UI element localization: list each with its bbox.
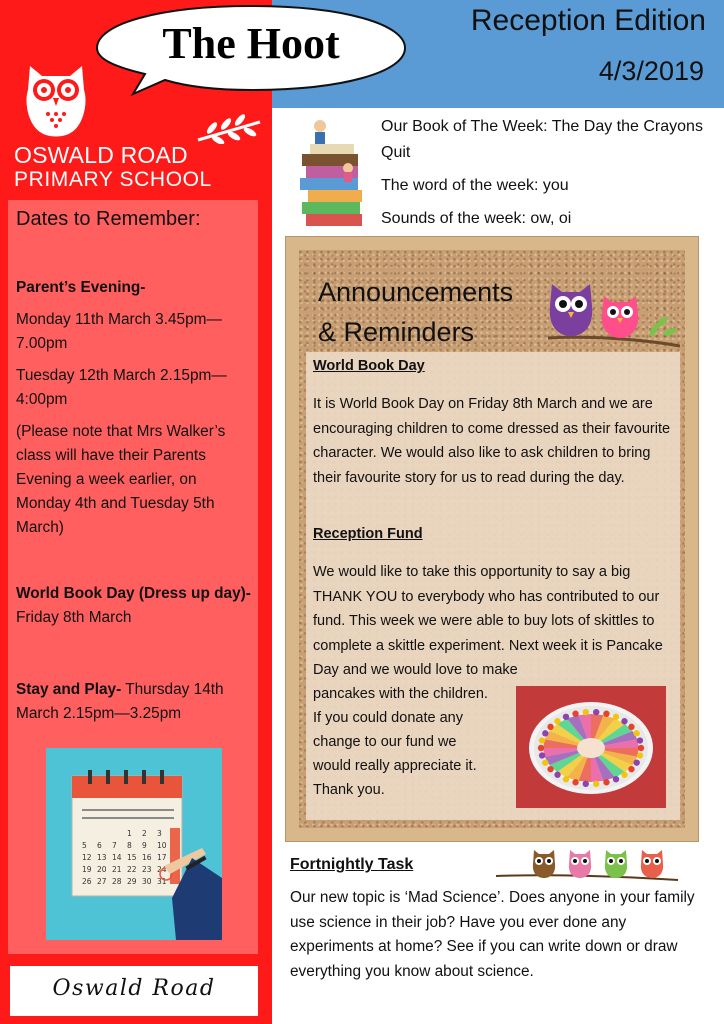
skittle — [637, 737, 643, 743]
calendar-day: 13 — [97, 853, 107, 862]
calendar-day: 23 — [142, 865, 152, 874]
skittle — [613, 776, 619, 782]
parents-evening-monday: Monday 11th March 3.45pm—7.00pm — [16, 311, 222, 352]
small-owl-icon — [569, 850, 591, 878]
calendar-day: 24 — [157, 865, 167, 874]
announcements-title-line1: Announcements — [318, 277, 514, 307]
skittle — [638, 745, 644, 751]
skittle — [539, 752, 545, 758]
skittles-plate-photo — [516, 686, 666, 808]
calendar-day: 7 — [112, 841, 117, 850]
fortnightly-task-text: Our new topic is ‘Mad Science’. Does anyone in your family use science in their job? Have you ever done any experiments at home? See if you can write down or draw everything you know about science. — [290, 889, 695, 980]
owl-logo-icon — [22, 62, 90, 140]
calendar-day: 26 — [82, 877, 92, 886]
stay-and-play-value: Thursday 14th March 2.15pm—3.25pm — [16, 681, 224, 722]
world-book-day-value: Friday 8th March — [16, 609, 132, 626]
small-owl-icon — [641, 850, 663, 878]
calendar-day: 15 — [127, 853, 137, 862]
issue-date: 4/3/2019 — [598, 56, 704, 86]
skittle — [603, 711, 609, 717]
reception-fund-text-wrap-4: would really appreciate it. — [313, 758, 477, 774]
calendar-icon — [46, 748, 222, 940]
announcements-title-line2: & Reminders — [318, 317, 475, 347]
small-owl-icon — [533, 850, 555, 878]
calendar-day: 17 — [157, 853, 167, 862]
calendar-day: 27 — [97, 877, 107, 886]
skittle — [613, 714, 619, 720]
world-book-day-text: It is World Book Day on Friday 8th March and we are encouraging children to come dressed as their favourite character. We would also like to ask children to bring their favourite story for us to read during the day. — [313, 396, 671, 486]
skittle — [621, 718, 627, 724]
reception-fund-text-wrap-1: pancakes with the children. — [313, 686, 488, 702]
calendar-day: 20 — [97, 865, 107, 874]
skittle — [563, 776, 569, 782]
reception-fund-text-wrap-3: change to our fund we — [313, 734, 457, 750]
book-of-the-week: Our Book of The Week: The Day the Crayons Quit — [381, 118, 703, 161]
stay-and-play-label: Stay and Play- — [16, 681, 122, 698]
skittle — [539, 737, 545, 743]
skittle — [637, 752, 643, 758]
book-stack-icon — [292, 116, 370, 230]
parents-evening-tuesday: Tuesday 12th March 2.15pm—4:00pm — [16, 367, 227, 408]
stay-and-play-date — [16, 678, 252, 726]
calendar-day: 28 — [112, 877, 122, 886]
skittle — [583, 781, 589, 787]
skittle — [563, 714, 569, 720]
calendar-day: 6 — [97, 841, 102, 850]
calendar-day: 10 — [157, 841, 167, 850]
parents-evening-label: Parent’s Evening- — [16, 279, 146, 296]
skittle — [538, 745, 544, 751]
parents-evening-note: (Please note that Mrs Walker’s class will have their Parents Evening a week earlier, on Monday 4th and Tuesday 5th March) — [16, 423, 226, 536]
skittle — [628, 724, 634, 730]
sounds-of-the-week: Sounds of the week: ow, oi — [381, 210, 572, 227]
calendar-day: 30 — [142, 877, 152, 886]
skittle — [554, 718, 560, 724]
skittle — [621, 772, 627, 778]
school-subtitle: PRIMARY SCHOOL — [14, 168, 212, 191]
world-book-day-date — [16, 582, 252, 630]
calendar-day: 12 — [82, 853, 92, 862]
skittle — [542, 730, 548, 736]
skittle — [547, 766, 553, 772]
skittle — [633, 730, 639, 736]
announcements-title — [318, 272, 513, 352]
skittle — [633, 759, 639, 765]
skittle — [542, 759, 548, 765]
plate-illustration — [516, 686, 666, 808]
skittle — [593, 709, 599, 715]
world-book-day-heading: World Book Day — [313, 358, 425, 374]
calendar-day: 22 — [127, 865, 137, 874]
skittle — [572, 779, 578, 785]
calendar-day: 3 — [157, 829, 162, 838]
calendar-day: 16 — [142, 853, 152, 862]
school-name: OSWALD ROAD — [14, 142, 188, 168]
calendar-day: 8 — [127, 841, 132, 850]
calendar-day: 14 — [112, 853, 122, 862]
edition-label: Reception Edition — [470, 4, 706, 37]
owl-pair-icon — [544, 276, 684, 356]
reception-fund-text-wrap-5: Thank you. — [313, 782, 385, 798]
calendar-illustration — [46, 748, 222, 940]
calendar-day: 2 — [142, 829, 147, 838]
footer-banner — [10, 966, 258, 1016]
dates-heading: Dates to Remember: — [16, 208, 201, 230]
calendar-day: 1 — [127, 829, 132, 838]
skittle — [628, 766, 634, 772]
reception-fund-heading: Reception Fund — [313, 526, 423, 542]
leaf-branch-icon — [196, 112, 262, 144]
footer-school-name: Oswald Road — [52, 976, 216, 1001]
skittle — [603, 779, 609, 785]
calendar-day: 31 — [157, 877, 167, 886]
fortnightly-task-heading: Fortnightly Task — [290, 856, 414, 873]
word-of-the-week: The word of the week: you — [381, 177, 569, 194]
calendar-day: 19 — [82, 865, 92, 874]
small-owl-icon — [605, 850, 627, 878]
newsletter-title: The Hoot — [162, 19, 340, 68]
skittle — [572, 711, 578, 717]
world-book-day-label: World Book Day (Dress up day)- — [16, 585, 251, 602]
reception-fund-text-wrap-2: If you could donate any — [313, 710, 463, 726]
skittle — [593, 781, 599, 787]
calendar-day: 9 — [142, 841, 147, 850]
skittle — [554, 772, 560, 778]
calendar-day: 29 — [127, 877, 137, 886]
calendar-day: 5 — [82, 841, 87, 850]
skittle — [583, 709, 589, 715]
skittle — [547, 724, 553, 730]
owl-row-icon — [494, 846, 680, 884]
calendar-day: 21 — [112, 865, 122, 874]
reception-fund-text: We would like to take this opportunity to say a big THANK YOU to everybody who has contributed to our fund. This week we were able to buy lots of skittles to complete a skittle experiment. Next week it is Pancake Day and we would love to make — [313, 564, 663, 678]
